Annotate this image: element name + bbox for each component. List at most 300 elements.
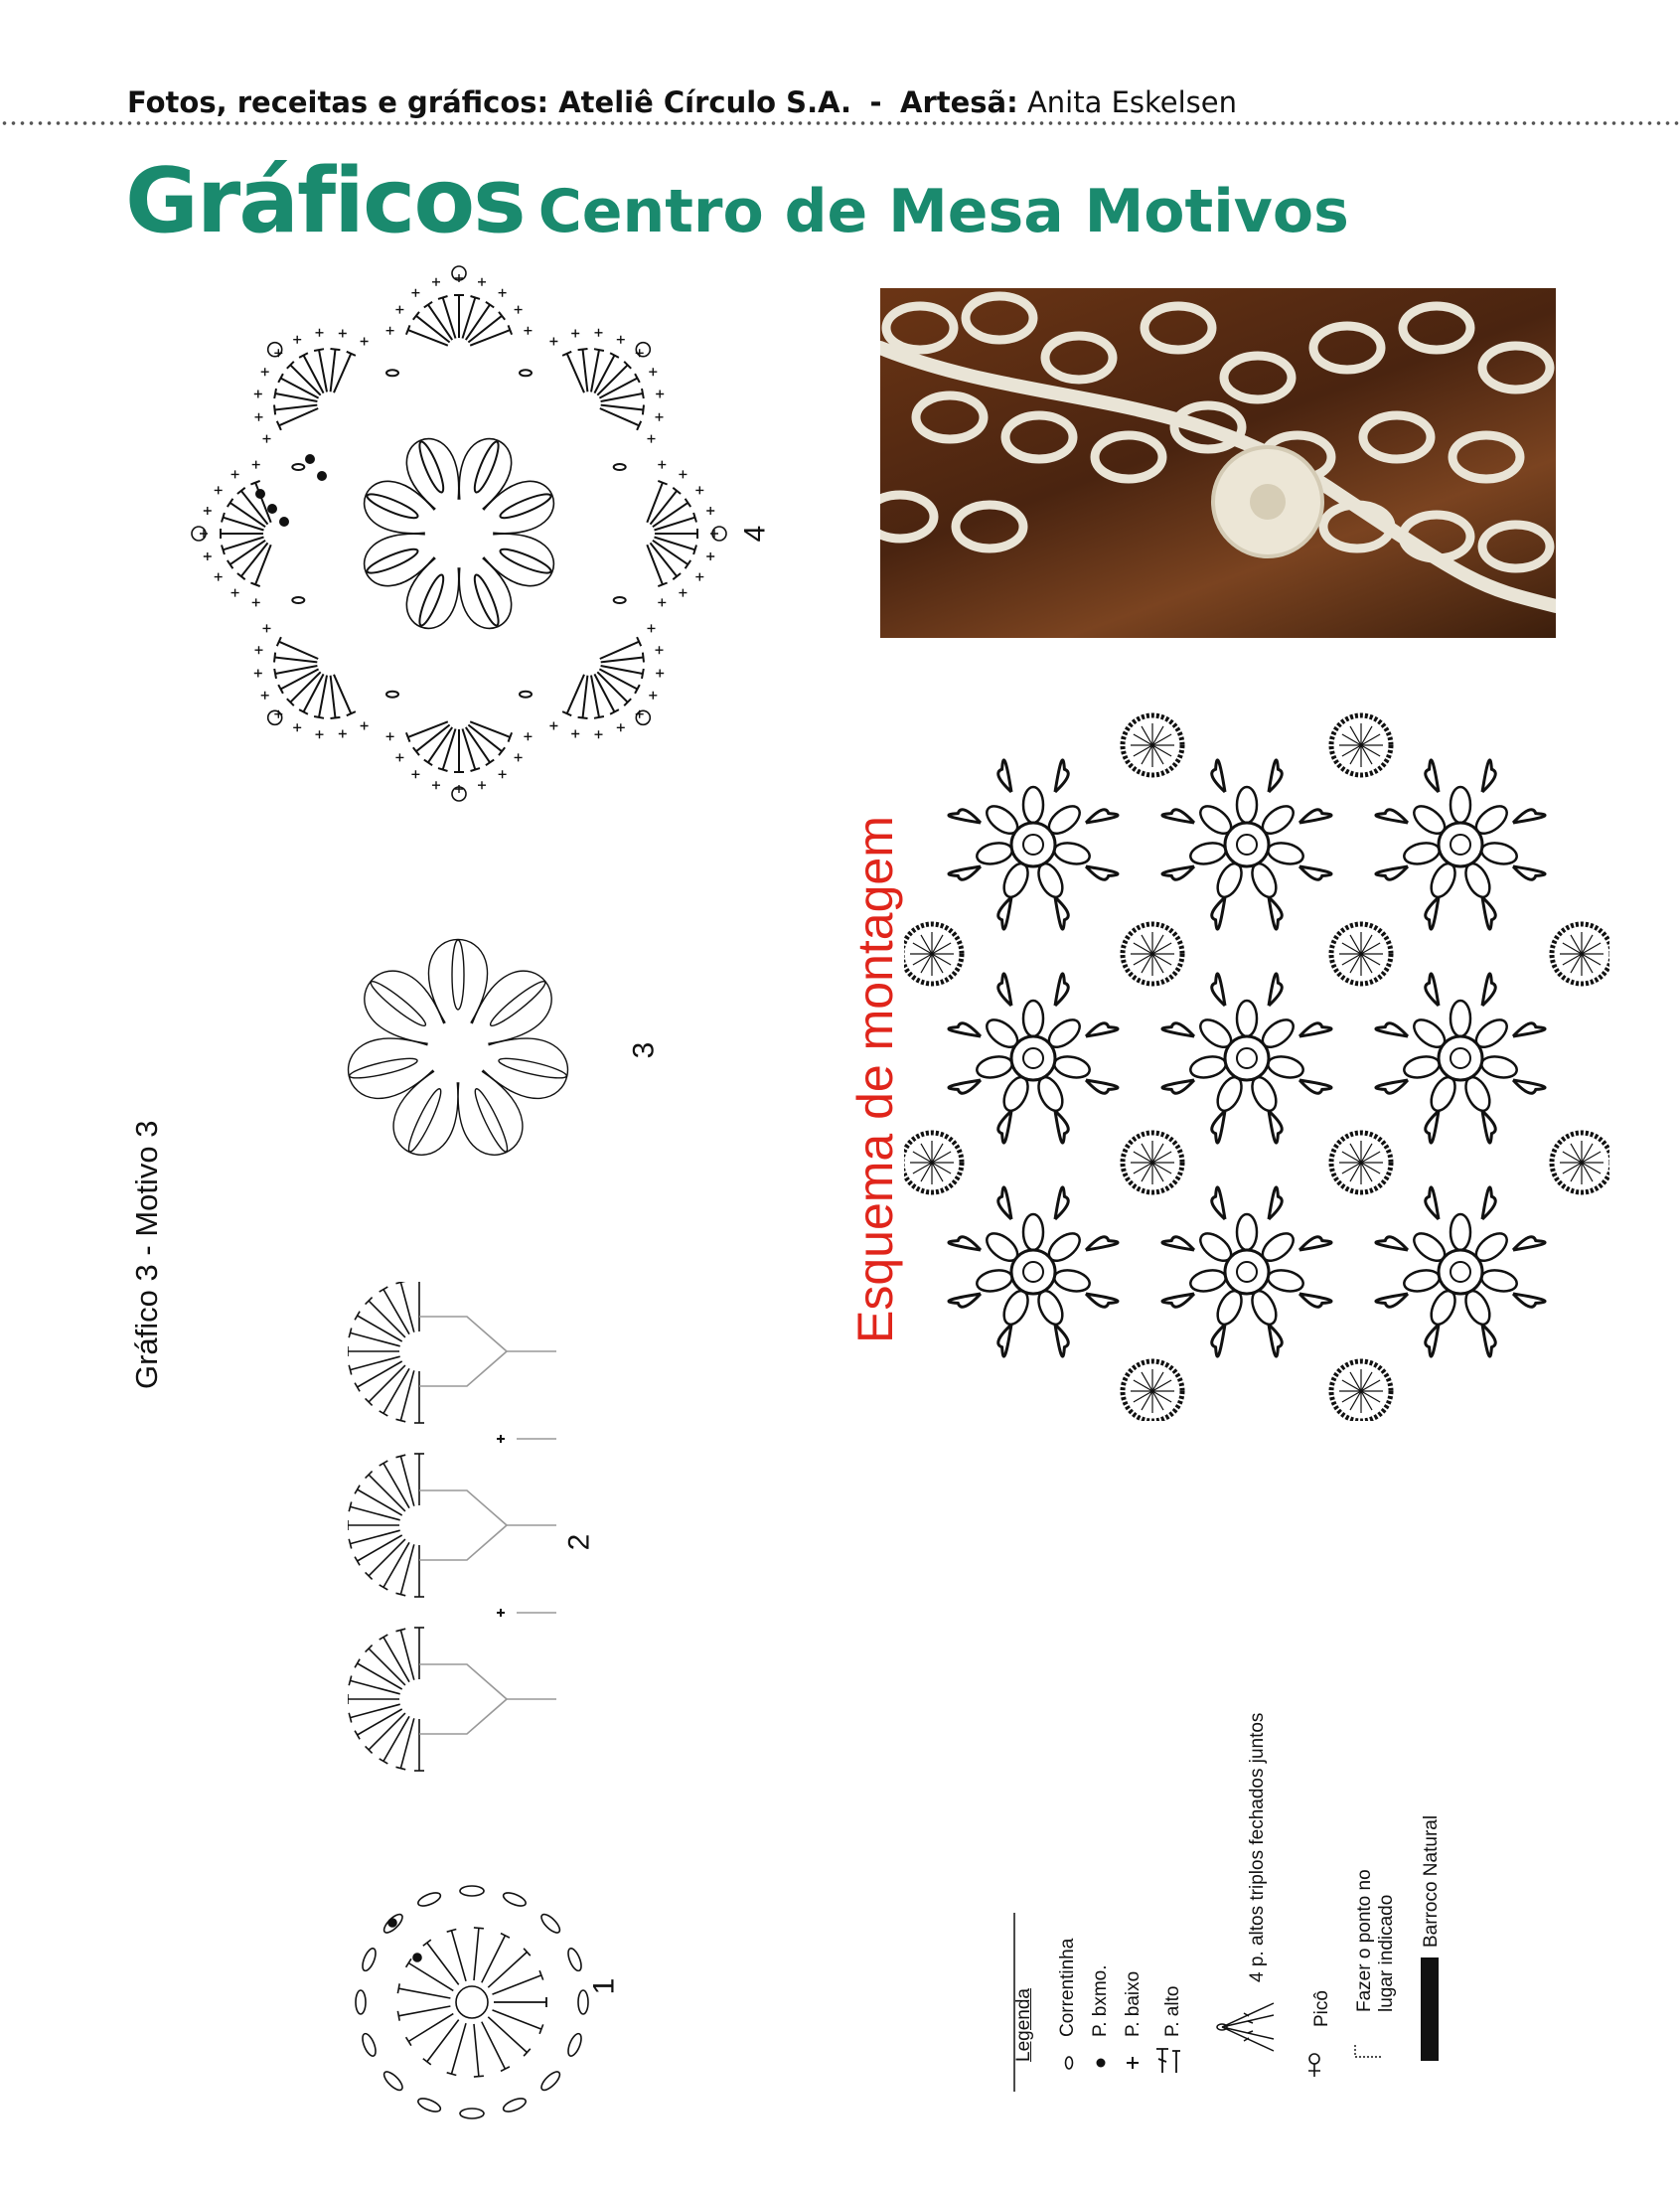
chart-4-single-crochet <box>478 278 486 286</box>
lace-loop <box>956 505 1023 548</box>
chart-4-chain <box>292 464 304 470</box>
assembly-petal <box>1188 1267 1228 1295</box>
assembly-small-motif <box>1123 715 1182 775</box>
assembly-teardrop <box>1055 760 1068 792</box>
lace-loop <box>1095 435 1162 479</box>
chart-4-single-crochet <box>656 646 664 654</box>
chart-4-single-crochet <box>215 573 223 581</box>
chart-4-single-crochet <box>263 624 271 632</box>
legend-item-indicated-place-1: Fazer o ponto no <box>1354 1869 1375 2012</box>
chart-3-petal-loop <box>498 1054 568 1081</box>
chart-4-stitch <box>408 721 448 737</box>
chart-4-stitch <box>686 560 691 568</box>
assembly-teardrop <box>1162 866 1194 879</box>
credits-label: Fotos, receitas e gráficos: Ateliê Círculo S.A. <box>127 85 852 119</box>
chart-4-stitch <box>486 760 494 766</box>
chart-4-stitch <box>470 330 510 346</box>
chart-4-stitch <box>334 354 351 392</box>
assembly-teardrop <box>1482 974 1495 1006</box>
assembly-teardrop <box>1426 1187 1439 1219</box>
assembly-teardrop <box>949 1080 981 1093</box>
chart-4-flower <box>365 439 554 629</box>
assembly-petal <box>1188 1053 1228 1081</box>
assembly-teardrop <box>1086 1023 1118 1036</box>
chart-4-single-crochet <box>339 330 347 338</box>
chart-4-stitch <box>601 658 644 663</box>
chart-4-single-crochet <box>254 670 262 678</box>
assembly-teardrop <box>1269 1187 1282 1219</box>
chart-2-stitch <box>351 1530 400 1543</box>
assembly-small-motif <box>1552 1133 1609 1192</box>
chart-2-stitch <box>351 1332 400 1345</box>
chart-1-stitch <box>406 2037 411 2046</box>
chart-4-single-crochet <box>648 624 656 632</box>
assembly-teardrop <box>1513 1023 1545 1036</box>
chart-4-single-crochet <box>204 552 212 560</box>
chart-2-stitch <box>380 1635 388 1640</box>
legend-item-chain: Correntinha <box>1057 1938 1078 2037</box>
chart-4-chain <box>292 597 304 603</box>
chart-1-stitch <box>474 2024 479 2077</box>
chart-4-single-crochet <box>515 306 523 314</box>
lace-loop <box>886 306 954 350</box>
assembly-teardrop <box>1426 1325 1439 1356</box>
chart-4-single-crochet <box>252 461 260 469</box>
assembly-motif-core <box>1451 835 1470 855</box>
chart-4-stitch <box>578 717 588 718</box>
chart-4-stitch <box>647 545 663 584</box>
chart-4-stitch <box>331 717 341 718</box>
chart-4-petal-loop <box>498 546 552 577</box>
chart-2-single-crochet <box>497 1609 505 1617</box>
lace-loop <box>1482 346 1550 390</box>
chart-4-single-crochet <box>706 507 714 515</box>
chart-4-petal-loop <box>365 546 419 577</box>
artisan-name: Anita Eskelsen <box>1026 85 1237 119</box>
assembly-teardrop <box>1513 1294 1545 1307</box>
chart-4-diagram <box>179 253 755 820</box>
assembly-teardrop <box>1086 810 1118 823</box>
assembly-teardrop <box>1055 1187 1068 1219</box>
assembly-teardrop <box>1376 1294 1408 1307</box>
chart-4-stitch <box>567 354 584 392</box>
chart-4-stitch <box>642 669 644 679</box>
chart-4-stitch <box>594 716 604 718</box>
chart-4-stitch <box>594 349 604 351</box>
chart-4-single-crochet <box>261 692 269 700</box>
chart-4-single-crochet <box>571 730 579 738</box>
assembly-teardrop <box>1055 974 1068 1006</box>
chart-2-number: 2 <box>562 1533 596 1551</box>
chart-1-number: 1 <box>587 1977 621 1995</box>
picot-icon <box>1301 2051 1327 2079</box>
chart-2-stitch <box>355 1486 360 1494</box>
assembly-petal <box>1023 787 1043 823</box>
chart-4-single-crochet <box>595 329 603 337</box>
legend-item-yarn: Barroco Natural <box>1421 1814 1442 1948</box>
assembly-petal <box>1052 1053 1092 1081</box>
double-crochet-icon <box>1152 2043 1188 2079</box>
lace-loop <box>1363 415 1431 459</box>
chart-4-single-crochet <box>478 781 486 789</box>
assembly-large-motif <box>1376 974 1545 1143</box>
chart-1-center-ring <box>456 1986 488 2018</box>
assembly-petal <box>975 1267 1014 1295</box>
chart-4-single-crochet <box>215 486 223 494</box>
chart-2-stitch <box>380 1287 388 1292</box>
chart-2-stitch <box>355 1383 360 1392</box>
chart-1-stitch <box>474 2076 484 2077</box>
assembly-teardrop <box>1299 1023 1331 1036</box>
legend-item-indicated-place-2: lugar indicado <box>1376 1894 1397 2012</box>
assembly-petal <box>1266 1267 1305 1295</box>
assembly-small-motif <box>1552 924 1609 984</box>
credits-line <box>127 85 1237 119</box>
assembly-teardrop <box>1299 1237 1331 1250</box>
chart-4-single-crochet <box>293 723 301 731</box>
assembly-title: Esquema de montagem <box>847 816 903 1343</box>
chart-1-stitch <box>452 2023 467 2074</box>
assembly-teardrop <box>1376 1080 1408 1093</box>
legend-item-single-crochet: P. baixo <box>1123 1970 1144 2037</box>
assembly-teardrop <box>1212 897 1225 929</box>
chart-4-single-crochet <box>395 306 403 314</box>
assembly-teardrop <box>1086 866 1118 879</box>
chart-4-chain <box>520 692 532 698</box>
legend-item-double-crochet: P. alto <box>1162 1985 1183 2037</box>
chart-4-stitch <box>222 546 225 555</box>
chart-4-petal-loop <box>415 572 447 627</box>
assembly-teardrop <box>1376 810 1408 823</box>
chart-4-stitch <box>424 302 432 308</box>
chart-4-petal-loop <box>498 490 552 522</box>
assembly-motif-core <box>1237 1048 1257 1068</box>
assembly-large-motif <box>949 1187 1118 1356</box>
chart-1-stitch <box>397 1983 399 1993</box>
chart-4-stitch <box>331 350 336 392</box>
lace-loop <box>1482 525 1550 568</box>
chart-4-slip-stitch <box>256 490 264 498</box>
chart-1-chain <box>538 1912 562 1936</box>
lace-loop <box>1452 435 1520 479</box>
assembly-petal <box>975 1053 1014 1081</box>
chart-4-chain <box>614 464 626 470</box>
chart-4-stitch <box>643 653 644 663</box>
assembly-large-motif <box>1162 1187 1331 1356</box>
assembly-diagram <box>904 705 1609 1421</box>
chart-1-stitch <box>474 1928 479 1980</box>
legend-item-cluster: 4 p. altos triplos fechados juntos <box>1247 1712 1268 1982</box>
chart-2-stitch <box>400 1457 413 1506</box>
chart-4-stitch <box>471 768 481 771</box>
assembly-petal <box>975 840 1014 867</box>
assembly-petal <box>1266 840 1305 867</box>
chart-4-single-crochet <box>656 670 664 678</box>
chart-3-petal-loop <box>404 1086 445 1154</box>
assembly-teardrop <box>998 1111 1011 1143</box>
chart-4-chain <box>386 370 398 376</box>
artisan-label: Artesã: <box>900 85 1018 119</box>
assembly-teardrop <box>1376 1023 1408 1036</box>
chart-2-stitch <box>351 1680 400 1693</box>
assembly-petal <box>1237 787 1257 823</box>
lace-loop <box>880 495 934 539</box>
assembly-teardrop <box>998 974 1011 1006</box>
chart-4-single-crochet <box>695 573 703 581</box>
page-title-sub: Centro de Mesa Motivos <box>537 177 1349 246</box>
assembly-petal <box>1402 1267 1442 1295</box>
chart-4-single-crochet <box>617 336 625 344</box>
chart-4-single-crochet <box>656 413 664 421</box>
chart-4-single-crochet <box>524 327 532 335</box>
assembly-teardrop <box>1269 760 1282 792</box>
assembly-teardrop <box>1513 866 1545 879</box>
chart-4-single-crochet <box>252 598 260 606</box>
chart-1-stitch <box>406 1958 411 1967</box>
chart-2-stitch <box>380 1585 388 1590</box>
assembly-teardrop <box>1426 760 1439 792</box>
chart-4-petal-loop <box>415 439 447 494</box>
chart-4-stitch <box>224 518 264 531</box>
chart-4-single-crochet <box>361 338 369 346</box>
chart-1-chain <box>502 2096 528 2113</box>
chart-4-stitch <box>274 669 276 679</box>
chart-2-stitch <box>380 1411 388 1416</box>
chart-4-stitch <box>642 389 644 398</box>
assembly-small-motif <box>904 924 962 984</box>
chart-4-picot <box>268 343 282 357</box>
chart-4-single-crochet <box>293 336 301 344</box>
chart-4-stitch <box>643 405 644 415</box>
chart-4-picot <box>636 710 650 724</box>
assembly-teardrop <box>1055 897 1068 929</box>
assembly-teardrop <box>949 1237 981 1250</box>
chart-4-stitch <box>279 408 318 425</box>
chart-1-chain <box>356 1990 366 2014</box>
chart-2-stitch <box>355 1731 360 1740</box>
chart-1-chain <box>538 2069 562 2093</box>
assembly-teardrop <box>1299 1080 1331 1093</box>
lace-loop <box>1403 306 1470 350</box>
assembly-petal <box>1479 1053 1519 1081</box>
assembly-motif-core <box>1451 1048 1470 1068</box>
chart-4-slip-stitch <box>318 472 326 480</box>
chart-4-stitch <box>693 546 696 555</box>
chart-4-slip-stitch <box>268 505 276 513</box>
lace-flower-center <box>1250 484 1286 520</box>
chart-4-stitch <box>331 676 336 718</box>
chart-4-stitch <box>274 405 275 415</box>
assembly-motif-core <box>1023 1048 1043 1068</box>
slip-stitch-icon <box>1091 2053 1111 2073</box>
chart-4-petal-loop <box>471 572 503 627</box>
chart-4-single-crochet <box>549 338 557 346</box>
chart-4-stitch <box>471 296 481 299</box>
chart-4-single-crochet <box>695 486 703 494</box>
assembly-teardrop <box>1513 1080 1545 1093</box>
chart-4-single-crochet <box>649 368 657 376</box>
chart-3-petal-loop <box>348 1054 418 1081</box>
assembly-teardrop <box>998 1187 1011 1219</box>
single-crochet-icon <box>1123 2053 1143 2073</box>
chart-4-single-crochet <box>658 461 666 469</box>
motif-title: Gráfico 3 - Motivo 3 <box>129 1120 164 1389</box>
chart-4-stitch <box>470 721 510 737</box>
chart-4-stitch <box>279 642 318 659</box>
chart-4-stitch <box>314 716 324 718</box>
assembly-petal <box>1023 1001 1043 1036</box>
assembly-teardrop <box>1162 810 1194 823</box>
chart-2-stitch <box>400 1544 413 1594</box>
assembly-petal <box>1402 840 1442 867</box>
chart-4-stitch <box>274 653 275 663</box>
assembly-teardrop <box>1269 974 1282 1006</box>
chart-4-stitch <box>443 298 456 339</box>
chart-2-stitch <box>351 1506 400 1519</box>
assembly-teardrop <box>1162 1237 1194 1250</box>
chart-4-single-crochet <box>386 732 394 740</box>
dotted-divider <box>0 120 1680 126</box>
chart-4-stitch <box>583 350 588 392</box>
lace-loop <box>1313 326 1381 370</box>
chart-1-stitch <box>493 1975 541 1994</box>
chart-4-chain <box>614 597 626 603</box>
chart-4-stitch <box>274 389 276 398</box>
chart-3-petal-loop <box>471 1086 512 1154</box>
lace-loop <box>966 296 1033 340</box>
chart-4-stitch <box>314 349 324 351</box>
chart-2-stitch <box>400 1631 413 1680</box>
assembly-teardrop <box>1376 866 1408 879</box>
chart-4-stitch <box>655 538 695 550</box>
chart-1-slip-stitch <box>413 1954 421 1961</box>
assembly-teardrop <box>1426 1111 1439 1143</box>
assembly-small-motif <box>1331 924 1391 984</box>
chart-1-stitch <box>397 2011 399 2021</box>
assembly-petal <box>1023 1214 1043 1250</box>
chart-4-single-crochet <box>231 589 239 597</box>
lace-loop <box>1005 415 1073 459</box>
chart-4-single-crochet <box>386 327 394 335</box>
assembly-teardrop <box>1482 1111 1495 1143</box>
chart-2-stitch <box>400 1718 413 1768</box>
chart-3-diagram <box>294 889 622 1217</box>
chart-4-single-crochet <box>263 435 271 443</box>
assembly-motif-core <box>1237 835 1257 855</box>
chart-1-chain <box>460 1886 484 1896</box>
chart-2-stitch <box>351 1356 400 1369</box>
assembly-teardrop <box>949 1294 981 1307</box>
chart-4-stitch <box>275 658 318 663</box>
chart-4-stitch <box>228 560 233 568</box>
assembly-teardrop <box>1513 810 1545 823</box>
assembly-teardrop <box>1055 1325 1068 1356</box>
assembly-petal <box>1451 1001 1470 1036</box>
assembly-teardrop <box>1269 1325 1282 1356</box>
chart-4-single-crochet <box>571 330 579 338</box>
chart-4-single-crochet <box>411 770 419 778</box>
assembly-large-motif <box>1162 760 1331 929</box>
chart-4-single-crochet <box>316 730 324 738</box>
assembly-teardrop <box>1212 974 1225 1006</box>
assembly-teardrop <box>1426 897 1439 929</box>
chart-3-petal-loop <box>452 940 464 1010</box>
chart-4-stitch <box>443 729 456 770</box>
assembly-teardrop <box>949 1023 981 1036</box>
assembly-teardrop <box>1269 1111 1282 1143</box>
chart-4-single-crochet <box>648 435 656 443</box>
chart-4-single-crochet <box>231 470 239 478</box>
chart-2-stitch <box>351 1704 400 1717</box>
chart-4-single-crochet <box>339 730 347 738</box>
chart-4-stitch <box>686 499 691 507</box>
chart-2-stitch <box>400 1283 413 1332</box>
chart-4-slip-stitch <box>306 455 314 463</box>
doily-photo <box>880 288 1556 638</box>
assembly-large-motif <box>1376 760 1545 929</box>
assembly-teardrop <box>998 1325 1011 1356</box>
assembly-petal <box>1451 787 1470 823</box>
assembly-teardrop <box>949 810 981 823</box>
assembly-petal <box>1188 840 1228 867</box>
chart-4-stitch <box>600 642 639 659</box>
chart-4-stitch <box>601 405 644 410</box>
chart-1-chain <box>502 1890 528 1908</box>
chart-1-chain <box>416 2096 442 2113</box>
chart-4-single-crochet <box>411 289 419 297</box>
indicated-place-icon <box>1349 2015 1389 2065</box>
assembly-teardrop <box>998 897 1011 929</box>
chart-4-stitch <box>224 538 264 550</box>
chart-4-stitch <box>438 768 448 771</box>
assembly-teardrop <box>1162 1080 1194 1093</box>
chart-4-stitch <box>463 729 476 770</box>
chart-3-petal-loop <box>368 977 429 1029</box>
chart-4-single-crochet <box>595 730 603 738</box>
legend-item-picot: Picô <box>1311 1990 1332 2027</box>
chart-1-chain <box>360 1947 378 1972</box>
assembly-motif-core <box>1451 1262 1470 1282</box>
legend-title: Legenda <box>1013 1988 1034 2062</box>
assembly-petal <box>1451 1214 1470 1250</box>
assembly-teardrop <box>1376 1237 1408 1250</box>
assembly-motif-core <box>1023 835 1043 855</box>
chart-1-chain <box>565 1947 583 1972</box>
assembly-petal <box>1237 1214 1257 1250</box>
lace-loop <box>916 395 984 439</box>
assembly-teardrop <box>1162 1294 1194 1307</box>
chart-1-stitch <box>398 2006 450 2016</box>
credits-separator: - <box>869 85 882 119</box>
chart-1-slip-stitch <box>388 1919 396 1927</box>
assembly-teardrop <box>1086 1080 1118 1093</box>
assembly-teardrop <box>1212 1187 1225 1219</box>
assembly-teardrop <box>1482 1325 1495 1356</box>
chart-4-single-crochet <box>515 753 523 761</box>
lace-loop <box>1224 356 1292 399</box>
chart-4-single-crochet <box>254 391 262 398</box>
chart-2-diagram <box>348 1282 576 1799</box>
chart-4-stitch <box>275 405 318 410</box>
chart-4-petal-loop <box>471 439 503 494</box>
assembly-teardrop <box>1212 760 1225 792</box>
lace-loop <box>1145 306 1212 350</box>
chart-4-single-crochet <box>200 530 208 538</box>
chart-4-single-crochet <box>255 413 263 421</box>
assembly-small-motif <box>1123 1133 1182 1192</box>
chart-4-single-crochet <box>679 589 687 597</box>
chart-4-single-crochet <box>255 646 263 654</box>
